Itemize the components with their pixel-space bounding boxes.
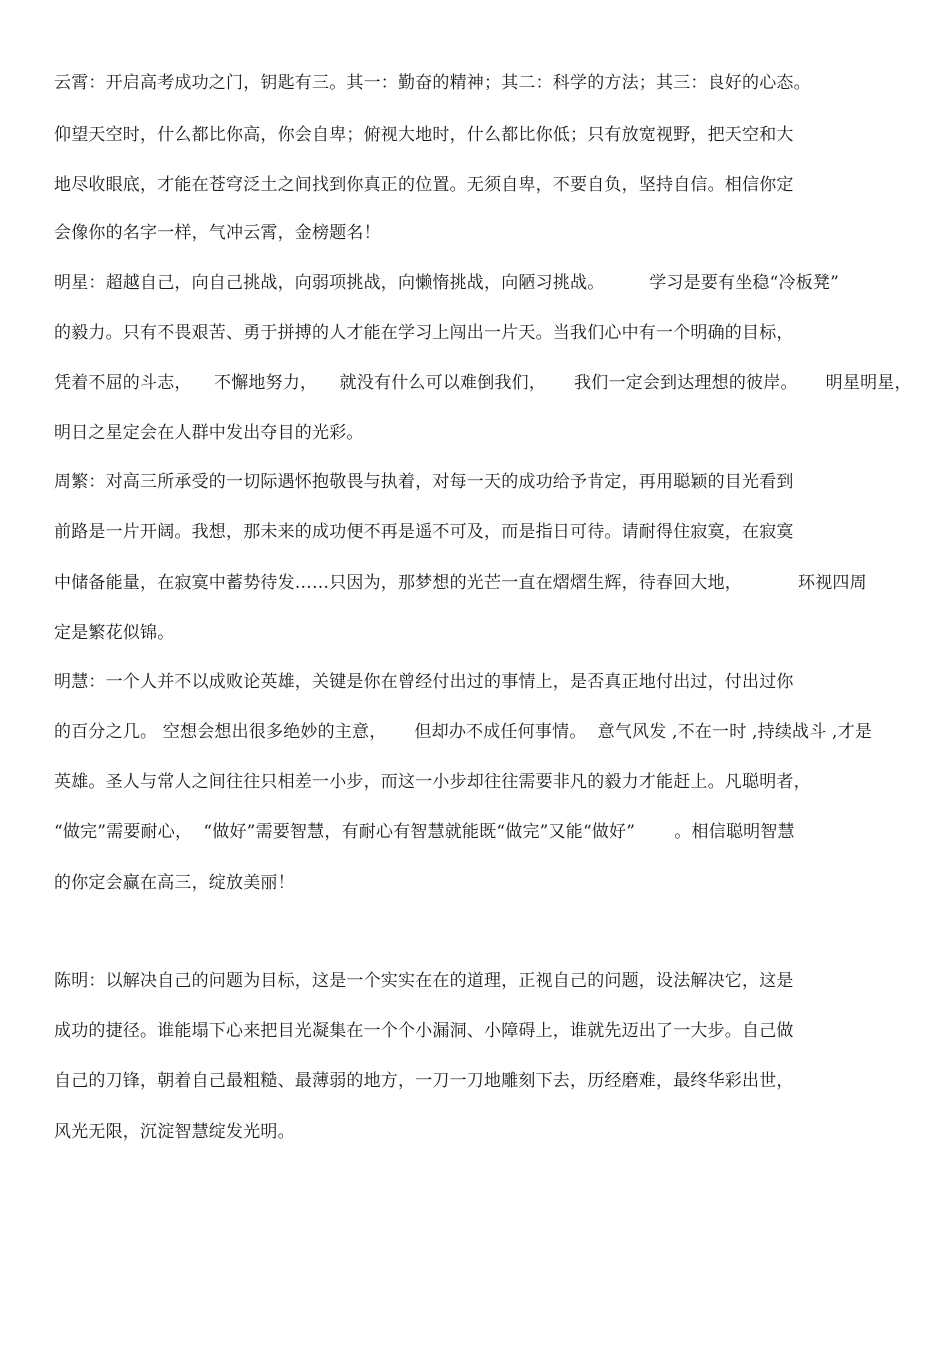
text-line: 的你定会赢在高三，绽放美丽！ (54, 873, 295, 893)
text-line: 明慧：一个人并不以成败论英雄，关键是你在曾经付出过的事情上，是否真正地付出过，付出过你 (54, 672, 794, 692)
text-line: 成功的捷径。谁能塌下心来把目光凝集在一个个小漏洞、小障碍上，谁就先迈出了一大步。自己做 (54, 1021, 794, 1041)
text-line: 凭着不屈的斗志， 不懈地努力， 就没有什么可以难倒我们， 我们一定会到达理想的彼岸。 明星明星， (54, 373, 912, 393)
text-line: 英雄。圣人与常人之间往往只相差一小步，而这一小步却往往需要非凡的毅力才能赶上。凡聪明者， (54, 772, 811, 792)
text-line: 风光无限，沉淀智慧绽发光明。 (54, 1122, 295, 1142)
text-line: 陈明：以解决自己的问题为目标，这是一个实实在在的道理，正视自己的问题，设法解决它，这是 (54, 971, 794, 991)
text-line: 定是繁花似锦。 (54, 623, 175, 643)
text-line: 的毅力。只有不畏艰苦、勇于拼搏的人才能在学习上闯出一片天。当我们心中有一个明确的目标， (54, 323, 794, 343)
text-line: 会像你的名字一样，气冲云霄，金榜题名！ (54, 223, 381, 243)
text-line: 的百分之几。 空想会想出很多绝妙的主意， 但却办不成任何事情。 意气风发 ,不在一时 ,持续战斗 ,才是 (54, 722, 873, 742)
text-line: “做完”需要耐心， “做好”需要智慧，有耐心有智慧就能既“做完”又能“做好” 。相信聪明智慧 (54, 822, 795, 842)
text-line: 前路是一片开阔。我想，那未来的成功便不再是遥不可及，而是指日可待。请耐得住寂寞，在寂寞 (54, 522, 794, 542)
text-line: 中储备能量，在寂寞中蓄势待发……只因为，那梦想的光芒一直在熠熠生辉，待春回大地， 环视四周 (54, 573, 867, 593)
text-line: 周繁：对高三所承受的一切际遇怀抱敬畏与执着，对每一天的成功给予肯定，再用聪颖的目光看到 (54, 472, 794, 492)
text-line: 自己的刀锋，朝着自己最粗糙、最薄弱的地方，一刀一刀地雕刻下去，历经磨难，最终华彩出世， (54, 1071, 794, 1091)
text-line: 仰望天空时，什么都比你高，你会自卑；俯视大地时，什么都比你低；只有放宽视野，把天空和大 (54, 125, 794, 145)
text-line: 明星：超越自己，向自己挑战，向弱项挑战，向懒惰挑战，向陋习挑战。 学习是要有坐稳“冷板凳” (54, 273, 840, 293)
text-line: 云霄：开启高考成功之门，钥匙有三。其一：勤奋的精神；其二：科学的方法；其三：良好的心态。 (54, 73, 811, 93)
text-line: 地尽收眼底，才能在苍穹泛土之间找到你真正的位置。无须自卑，不要自负，坚持自信。相信你定 (54, 175, 794, 195)
text-line: 明日之星定会在人群中发出夺目的光彩。 (54, 423, 364, 443)
